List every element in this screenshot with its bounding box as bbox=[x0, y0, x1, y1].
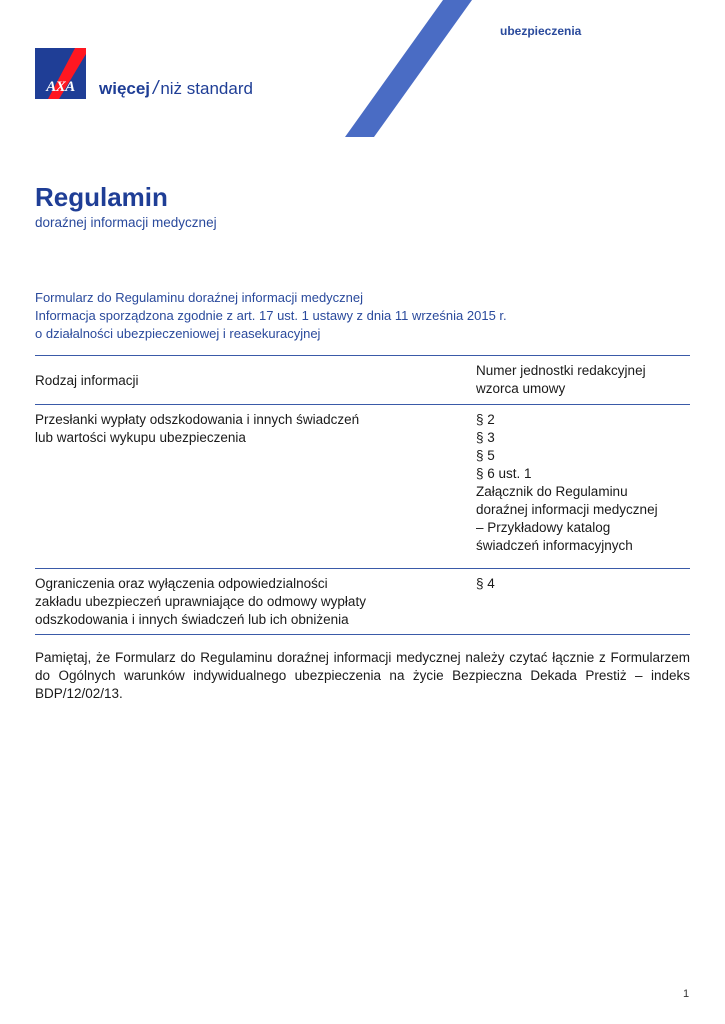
tagline-separator: / bbox=[153, 78, 159, 99]
table-row-rule bbox=[35, 568, 690, 569]
cell-line: § 3 bbox=[476, 430, 495, 445]
cell-line: świadczeń informacyjnych bbox=[476, 538, 633, 553]
document-subtitle: doraźnej informacji medycznej bbox=[35, 215, 217, 230]
cell-line: zakładu ubezpieczeń uprawniające do odmowy wypłaty bbox=[35, 594, 366, 609]
axa-logo bbox=[35, 48, 86, 99]
intro-line: o działalności ubezpieczeniowej i reasekuracyjnej bbox=[35, 326, 321, 341]
logo-wordmark: AXA bbox=[46, 79, 75, 95]
cell-line: § 5 bbox=[476, 448, 495, 463]
cell-line: § 2 bbox=[476, 412, 495, 427]
category-label: ubezpieczenia bbox=[500, 24, 582, 38]
table-header-rule bbox=[35, 404, 690, 405]
intro-line: Formularz do Regulaminu doraźnej informacji medycznej bbox=[35, 290, 364, 305]
header-line: Numer jednostki redakcyjnej bbox=[476, 363, 646, 378]
header-line: wzorca umowy bbox=[476, 381, 566, 396]
cell-line: Ograniczenia oraz wyłączenia odpowiedzialności bbox=[35, 576, 328, 591]
cell-line: odszkodowania i innych świadczeń lub ich obniżenia bbox=[35, 612, 349, 627]
cell-line: doraźnej informacji medycznej bbox=[476, 502, 658, 517]
table-header-type: Rodzaj informacji bbox=[35, 373, 139, 388]
table-top-rule bbox=[35, 355, 690, 356]
tagline-rest: niż standard bbox=[160, 79, 253, 98]
intro-line: Informacja sporządzona zgodnie z art. 17 ust. 1 ustawy z dnia 11 września 2015 r. bbox=[35, 308, 507, 323]
table-bottom-rule bbox=[35, 634, 690, 635]
table-row-2-type bbox=[35, 575, 366, 629]
cell-line: Przesłanki wypłaty odszkodowania i innych świadczeń bbox=[35, 412, 360, 427]
table-row-1-number bbox=[476, 411, 658, 555]
cell-line: lub wartości wykupu ubezpieczenia bbox=[35, 430, 246, 445]
decorative-stripe bbox=[0, 0, 725, 140]
brand-tagline bbox=[99, 78, 253, 100]
table-row-1-type bbox=[35, 411, 359, 447]
cell-line: Załącznik do Regulaminu bbox=[476, 484, 628, 499]
form-intro bbox=[35, 289, 685, 343]
reminder-note: Pamiętaj, że Formularz do Regulaminu doraźnej informacji medycznej należy czytać łącznie z Formularzem do Ogólnych warunków indywidualnego ubezpieczenia na życie Bezpieczna Dekada Prestiż – indeks BDP/12/02/13. bbox=[35, 650, 690, 701]
cell-line: § 4 bbox=[476, 576, 495, 591]
document-title: Regulamin bbox=[35, 182, 168, 212]
cell-line: § 6 ust. 1 bbox=[476, 466, 532, 481]
table-header-number bbox=[476, 362, 646, 398]
cell-line: – Przykładowy katalog bbox=[476, 520, 611, 535]
tagline-bold: więcej bbox=[99, 79, 151, 98]
page-number: 1 bbox=[683, 988, 690, 1000]
table-row-2-number bbox=[476, 575, 495, 593]
